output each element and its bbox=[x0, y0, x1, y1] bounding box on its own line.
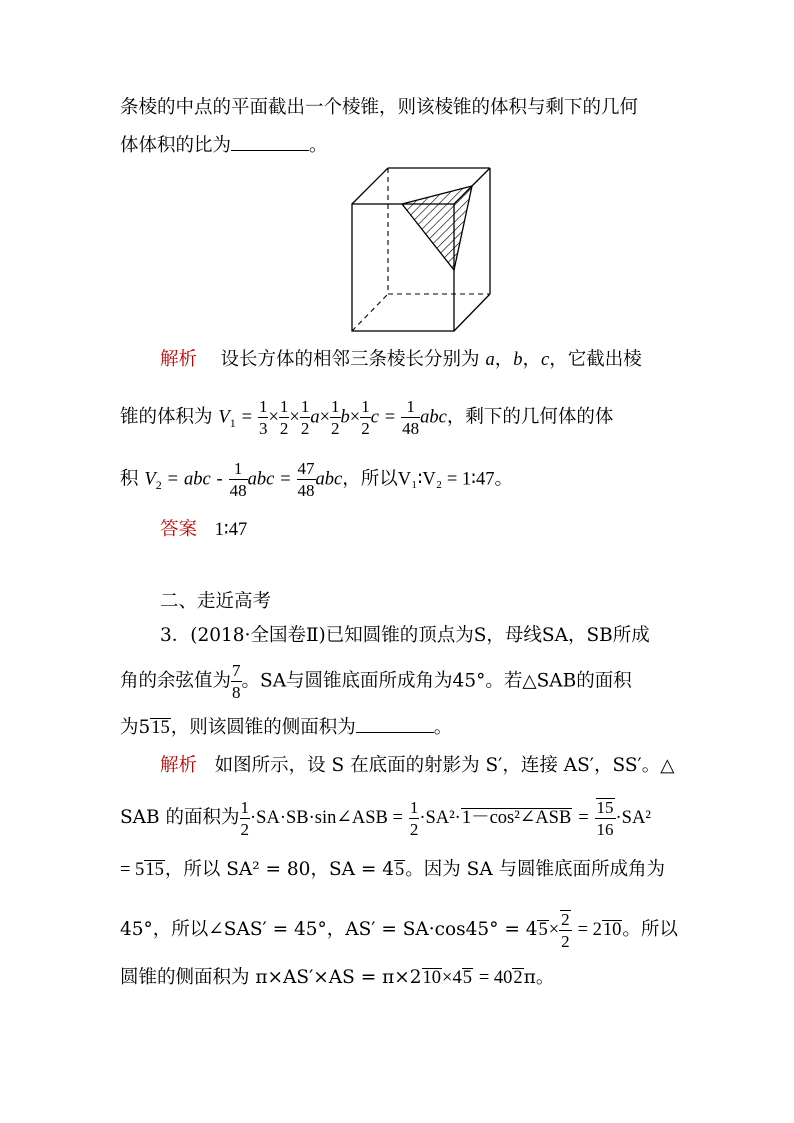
equals-sign: = bbox=[280, 469, 291, 490]
var-c: c bbox=[370, 407, 379, 428]
solution1-line3 bbox=[120, 460, 513, 499]
problem-text: 体体积的比为 bbox=[120, 135, 232, 156]
solution-text: ，所以 SA² = 80，SA = 4 bbox=[164, 859, 395, 880]
problem-text-line2 bbox=[120, 132, 328, 158]
sqrt-15: 15 bbox=[145, 860, 164, 880]
question-text: 为5 bbox=[120, 717, 151, 738]
equals-sign: = bbox=[241, 407, 253, 428]
times-sign: × bbox=[268, 407, 279, 428]
sqrt-2: 2 bbox=[513, 968, 523, 988]
solution-label: 解析 bbox=[160, 755, 198, 776]
solution-text: ·SA² bbox=[615, 808, 651, 828]
var-c: c bbox=[540, 350, 550, 370]
cuboid-figure bbox=[340, 158, 500, 334]
solution-text: = 2 bbox=[577, 920, 602, 940]
equals-sign: = bbox=[384, 407, 396, 428]
answer1-line bbox=[160, 518, 247, 542]
var-b: b bbox=[513, 350, 523, 370]
sqrt-5: 5 bbox=[395, 860, 405, 880]
minus-sign: - bbox=[216, 469, 223, 490]
problem-text-line1: 条棱的中点的平面截出一个棱锥，则该棱锥的体积与剩下的几何 bbox=[120, 97, 639, 118]
question-text: 。SA与圆锥底面所成角为45°。若△SAB的面积 bbox=[241, 670, 632, 692]
solution-text: 积 bbox=[120, 468, 139, 490]
section-heading: 二、走近高考 bbox=[160, 591, 272, 612]
fraction-1-3: $\frac{1}{3}$ bbox=[258, 397, 268, 438]
var-a: a bbox=[485, 350, 495, 370]
fraction-1-2: $\frac{1}{2}$ bbox=[300, 397, 310, 438]
solution2-line1 bbox=[160, 754, 674, 778]
var-abc: abc bbox=[420, 407, 447, 428]
solution-text: ·SA²· bbox=[419, 808, 461, 828]
fraction-47-48: $\frac{47}{48}$ bbox=[297, 459, 315, 500]
answer-blank bbox=[356, 714, 434, 733]
answer-label: 答案 bbox=[160, 519, 198, 540]
var-V: V bbox=[218, 407, 230, 428]
fraction-1-2: $\frac{1}{2}$ bbox=[279, 397, 289, 438]
solution-text: π。 bbox=[523, 967, 555, 988]
solution-text: 它截出棱 bbox=[567, 349, 642, 370]
period: 。 bbox=[309, 135, 328, 156]
sqrt-10: 10 bbox=[602, 920, 622, 940]
solution-label: 解析 bbox=[160, 349, 198, 370]
comma: ， bbox=[549, 349, 568, 370]
solution-text: ×4 bbox=[442, 968, 462, 988]
fraction-1-2: $\frac{1}{2}$ bbox=[240, 797, 250, 839]
fraction-sqrt15-16: $\frac{15}{16}$ bbox=[596, 798, 614, 839]
solution-text: ·SA·SB·sin∠ASB = bbox=[250, 808, 403, 828]
var-b: b bbox=[340, 407, 350, 428]
solution2-line3 bbox=[120, 858, 665, 882]
fraction-1-2: $\frac{1}{2}$ bbox=[361, 397, 370, 438]
times-sign: × bbox=[289, 407, 300, 428]
fraction-1-2: $\frac{1}{2}$ bbox=[409, 797, 419, 839]
solution-text: 设长方体的相邻三条棱长分别为 bbox=[220, 349, 480, 370]
var-abc: abc bbox=[183, 469, 211, 490]
comma: ， bbox=[522, 349, 541, 370]
fraction-1-48: $\frac{1}{48}$ bbox=[402, 397, 420, 438]
var-abc: abc bbox=[315, 469, 343, 490]
question3-line1: 3．(2018·全国卷Ⅱ)已知圆锥的顶点为S，母线SA，SB所成 bbox=[160, 625, 650, 646]
solution1-line1 bbox=[160, 348, 642, 372]
sqrt-5: 5 bbox=[538, 920, 548, 940]
section-triangle bbox=[402, 186, 472, 270]
equals-sign: = bbox=[167, 469, 179, 490]
equals-sign: = bbox=[578, 808, 589, 828]
var-abc: abc bbox=[247, 469, 275, 490]
ratio-result: V₁∶V₂ = 1∶47。 bbox=[397, 469, 513, 490]
subscript: 2 bbox=[155, 478, 162, 493]
solution-text: 圆锥的侧面积为 π×AS′×AS = π×2 bbox=[120, 967, 422, 988]
sqrt-10: 10 bbox=[422, 968, 442, 988]
fraction-1-48: $\frac{1}{48}$ bbox=[229, 459, 247, 500]
sqrt-expression: 1－cos²∠ASB bbox=[461, 808, 572, 828]
solution-text: ，所以 bbox=[342, 468, 398, 490]
times-sign: × bbox=[349, 407, 361, 428]
subscript: 1 bbox=[229, 416, 236, 431]
question-text: 角的余弦值为 bbox=[120, 670, 232, 692]
solution-text: = 40 bbox=[478, 968, 513, 988]
solution-text: 。所以 bbox=[622, 919, 678, 940]
solution-text: SAB 的面积为 bbox=[120, 807, 240, 828]
answer-value: 1∶47 bbox=[214, 520, 248, 540]
comma: ， bbox=[494, 349, 514, 370]
solution2-line2 bbox=[120, 798, 651, 838]
solution-text: 。因为 SA 与圆锥底面所成角为 bbox=[405, 859, 666, 880]
period: 。 bbox=[433, 717, 453, 738]
fraction-7-8: $\frac{7}{8}$ bbox=[232, 661, 241, 702]
answer-blank bbox=[231, 132, 309, 151]
var-V: V bbox=[144, 469, 156, 490]
question-text: ，则该圆锥的侧面积为 bbox=[170, 717, 356, 738]
times-sign: × bbox=[319, 407, 330, 428]
fraction-sqrt2-2: $\frac{2}{2}$ bbox=[561, 910, 570, 951]
solution-text: 45°，所以∠SAS′ = 45°，AS′ = SA·cos45° = 4 bbox=[120, 919, 538, 940]
sqrt-5: 5 bbox=[462, 968, 472, 988]
solution-text: ，剩下的几何体的体 bbox=[446, 406, 614, 428]
fraction-1-2: $\frac{1}{2}$ bbox=[331, 397, 340, 438]
question3-line3 bbox=[120, 714, 452, 740]
solution1-line2 bbox=[120, 398, 613, 437]
sqrt-15: 15 bbox=[151, 718, 170, 738]
times-sign: × bbox=[548, 920, 560, 940]
solution2-line4 bbox=[120, 910, 678, 950]
var-a: a bbox=[310, 407, 320, 428]
solution-text: 如图所示，设 S 在底面的射影为 S′，连接 AS′，SS′。△ bbox=[214, 755, 675, 776]
solution-text: = 5 bbox=[120, 860, 145, 880]
question3-line2 bbox=[120, 662, 632, 701]
solution2-line5 bbox=[120, 966, 554, 990]
solution-text: 锥的体积为 bbox=[120, 406, 213, 428]
